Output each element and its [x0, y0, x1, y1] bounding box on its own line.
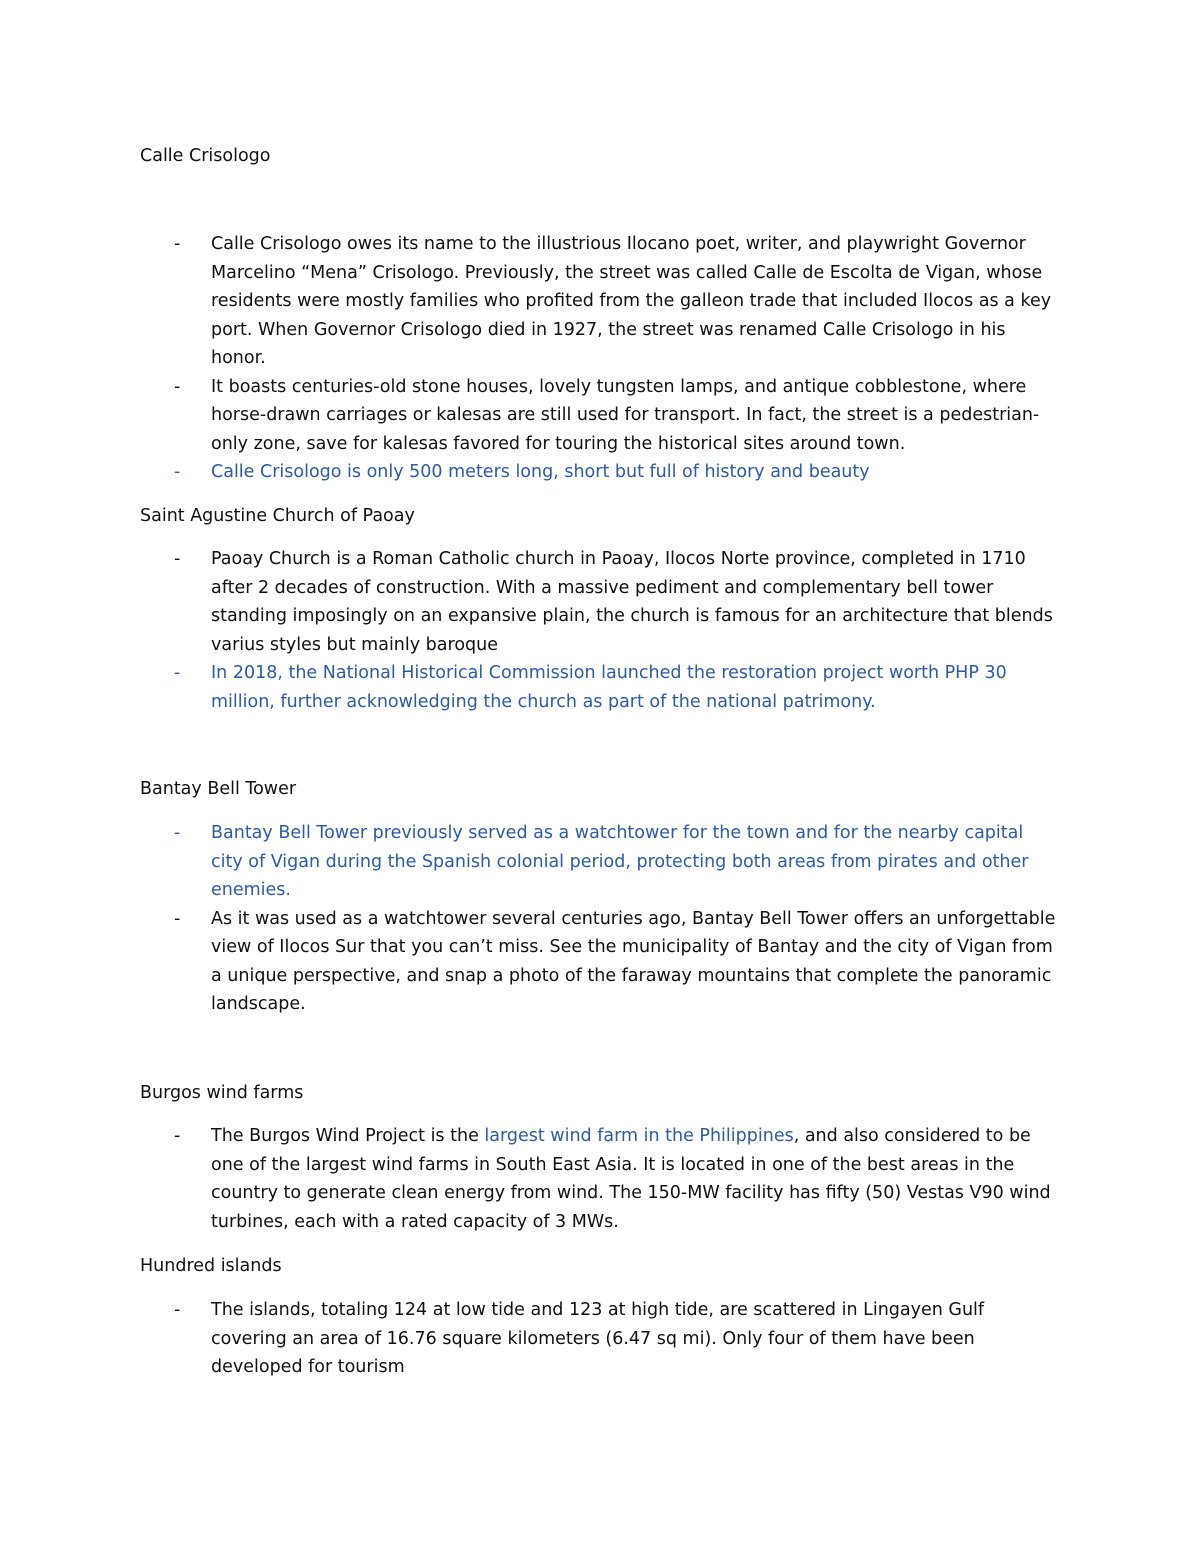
item-link-text[interactable]: Calle Crisologo is only 500 meters long, short but full of history and beauty: [211, 462, 870, 482]
dash-bullet: -: [174, 663, 181, 683]
bullet-list-bantay-bell-tower: [0, 819, 1056, 1019]
bullet-list-calle-crisologo: [0, 230, 1056, 487]
item-text-after-link: , and also considered to be one of the largest wind farms in South East Asia. It is located in one of the best areas in the country to generate clean energy from wind. The 150-MW facility has fifty (50) Vestas V90 wind turbines, each with a rated capacity of 3 MWs.: [211, 1126, 1051, 1232]
list-item: [0, 1296, 1056, 1382]
bullet-list-paoay-church: [0, 545, 1056, 716]
section-heading-hundred-islands: Hundred islands: [140, 1256, 282, 1276]
bullet-list-burgos-wind-farms: [0, 1122, 1056, 1236]
dash-bullet: -: [174, 549, 181, 569]
item-text: Calle Crisologo owes its name to the illustrious Ilocano poet, writer, and playwright Governor Marcelino “Mena” Crisologo. Previously, the street was called Calle de Escolta de Vigan, whose residents were mostly families who profited from the galleon trade that included Ilocos as a key port. When Governor Crisologo died in 1927, the street was renamed Calle Crisologo in his honor.: [211, 234, 1052, 368]
list-item: [0, 373, 1056, 459]
list-item: [0, 905, 1056, 1019]
dash-bullet: -: [174, 376, 181, 397]
dash-bullet: -: [174, 462, 181, 482]
wind-farm-link[interactable]: largest wind farm in the Philippines: [484, 1126, 794, 1146]
section-heading-burgos-wind-farms: Burgos wind farms: [140, 1083, 304, 1103]
item-text: It boasts centuries-old stone houses, lovely tungsten lamps, and antique cobblestone, where horse-drawn carriages or kalesas are still used for transport. In fact, the street is a pedestrian-only zone, save for kalesas favored for touring the historical sites around town.: [211, 376, 1040, 454]
item-text: As it was used as a watchtower several centuries ago, Bantay Bell Tower offers an unforgettable view of Ilocos Sur that you can’t miss. See the municipality of Bantay and the city of Vigan from a unique perspective, and snap a photo of the faraway mountains that complete the panoramic landscape.: [211, 908, 1056, 1014]
item-link-text[interactable]: In 2018, the National Historical Commission launched the restoration project worth PHP 30 million, further acknowledging the church as part of the national patrimony.: [211, 663, 1007, 712]
list-item-link[interactable]: [0, 819, 1056, 905]
list-item: [0, 545, 1056, 659]
list-item-link[interactable]: [0, 659, 1056, 716]
section-heading-calle-crisologo: Calle Crisologo: [140, 146, 271, 166]
list-item: [0, 1122, 1056, 1236]
dash-bullet: -: [174, 1300, 181, 1320]
dash-bullet: -: [174, 823, 181, 843]
list-item: [0, 230, 1056, 373]
bullet-list-hundred-islands: [0, 1296, 1056, 1382]
item-text: Paoay Church is a Roman Catholic church in Paoay, Ilocos Norte province, completed in 1710 after 2 decades of construction. With a massive pediment and complementary bell tower standing imposingly on an expansive plain, the church is famous for an architecture that blends varius styles but mainly baroque: [211, 549, 1053, 655]
section-heading-bantay-bell-tower: Bantay Bell Tower: [140, 779, 297, 799]
dash-bullet: -: [174, 908, 181, 929]
section-heading-paoay-church: Saint Agustine Church of Paoay: [140, 506, 415, 526]
item-text: The islands, totaling 124 at low tide and 123 at high tide, are scattered in Lingayen Gulf covering an area of 16.76 square kilometers (6.47 sq mi). Only four of them have been developed for tourism: [211, 1300, 985, 1377]
item-text-before-link: The Burgos Wind Project is the: [211, 1126, 485, 1146]
item-link-text[interactable]: Bantay Bell Tower previously served as a watchtower for the town and for the nearby capital city of Vigan during the Spanish colonial period, protecting both areas from pirates and other enemies.: [211, 823, 1029, 900]
dash-bullet: -: [174, 234, 181, 254]
list-item-link[interactable]: [0, 458, 1056, 487]
dash-bullet: -: [174, 1126, 181, 1146]
